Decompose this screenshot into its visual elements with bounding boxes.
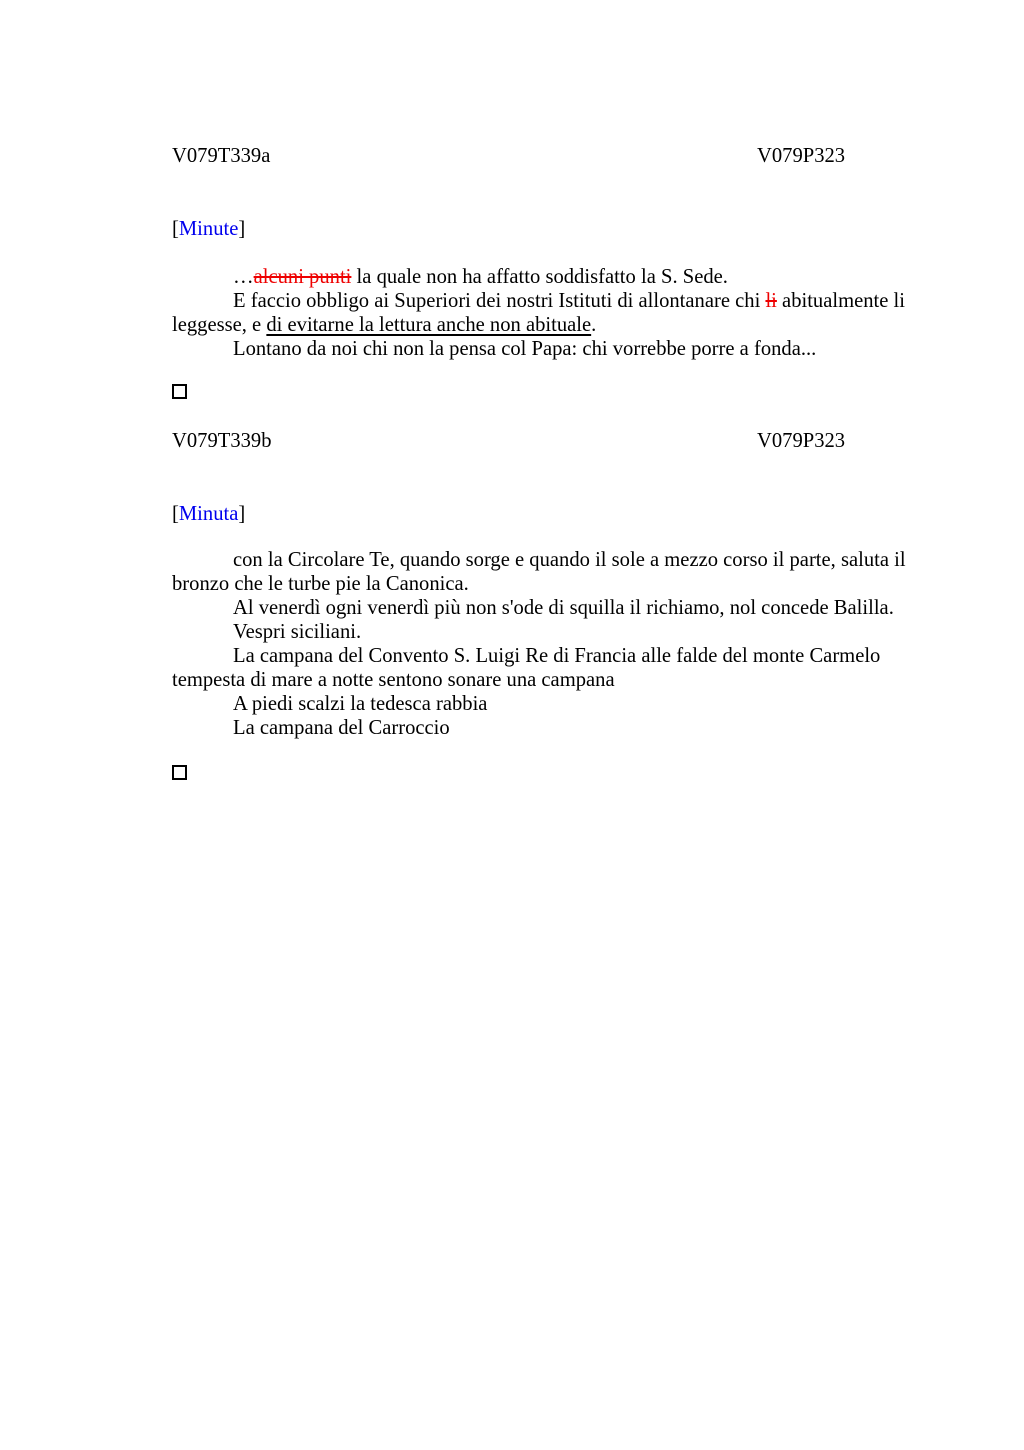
paragraph-minuta xyxy=(172,548,952,740)
text-line xyxy=(172,620,952,644)
paragraph-minute xyxy=(172,265,952,361)
text-run: La campana del Convento S. Luigi Re di Francia alle falde del monte Carmelo xyxy=(233,645,881,667)
minuta-label xyxy=(172,503,245,526)
deleted-text: alcuni punti xyxy=(253,266,352,288)
document-header-a xyxy=(172,145,932,168)
text-run: E faccio obbligo ai Superiori dei nostri Istituti di allontanare chi xyxy=(233,290,766,312)
page-ref: V079P323 xyxy=(757,430,846,452)
text-run: . xyxy=(591,314,597,336)
bracket-open: [ xyxy=(172,503,179,525)
text-line xyxy=(172,337,952,361)
underlined-text: di evitarne la lettura anche non abituale xyxy=(266,314,592,336)
doc-id: V079T339a xyxy=(172,145,271,167)
text-line xyxy=(172,548,952,572)
text-line xyxy=(172,668,952,692)
text-line xyxy=(172,716,952,740)
text-run: … xyxy=(233,266,254,288)
text-line xyxy=(172,692,952,716)
text-run: A piedi scalzi la tedesca rabbia xyxy=(233,693,488,715)
text-line xyxy=(172,596,952,620)
document-header-b xyxy=(172,430,932,453)
text-line xyxy=(172,572,952,596)
white-square-icon xyxy=(172,765,187,780)
text-run: abitualmente li xyxy=(776,290,906,312)
text-run: leggesse, e xyxy=(172,314,267,336)
bracket-close: ] xyxy=(238,218,246,240)
deleted-text: li xyxy=(765,290,777,312)
text-run: tempesta di mare a notte sentono sonare una campana xyxy=(172,669,615,691)
text-run: Vespri siciliani. xyxy=(233,621,362,643)
text-run: La campana del Carroccio xyxy=(233,717,450,739)
text-run: bronzo che le turbe pie la Canonica. xyxy=(172,573,469,595)
minuta-link-text[interactable]: Minuta xyxy=(178,503,239,525)
text-run: con la Circolare Te, quando sorge e quando il sole a mezzo corso il parte, saluta il xyxy=(233,549,906,571)
bracket-close: ] xyxy=(238,503,246,525)
doc-id: V079T339b xyxy=(172,430,272,452)
text-line xyxy=(172,313,952,337)
white-square-icon xyxy=(172,384,187,399)
page-ref: V079P323 xyxy=(757,145,846,167)
text-run: la quale non ha affatto soddisfatto la S. Sede. xyxy=(351,266,728,288)
bracket-open: [ xyxy=(172,218,179,240)
text-run: Al venerdì ogni venerdì più non s'ode di squilla il richiamo, nol concede Balilla. xyxy=(233,597,894,619)
text-line xyxy=(172,644,952,668)
text-line xyxy=(172,289,952,313)
text-line xyxy=(172,265,952,289)
minute-label xyxy=(172,218,245,241)
minute-link-text[interactable]: Minute xyxy=(178,218,239,240)
text-run: Lontano da noi chi non la pensa col Papa: chi vorrebbe porre a fonda... xyxy=(233,338,817,360)
